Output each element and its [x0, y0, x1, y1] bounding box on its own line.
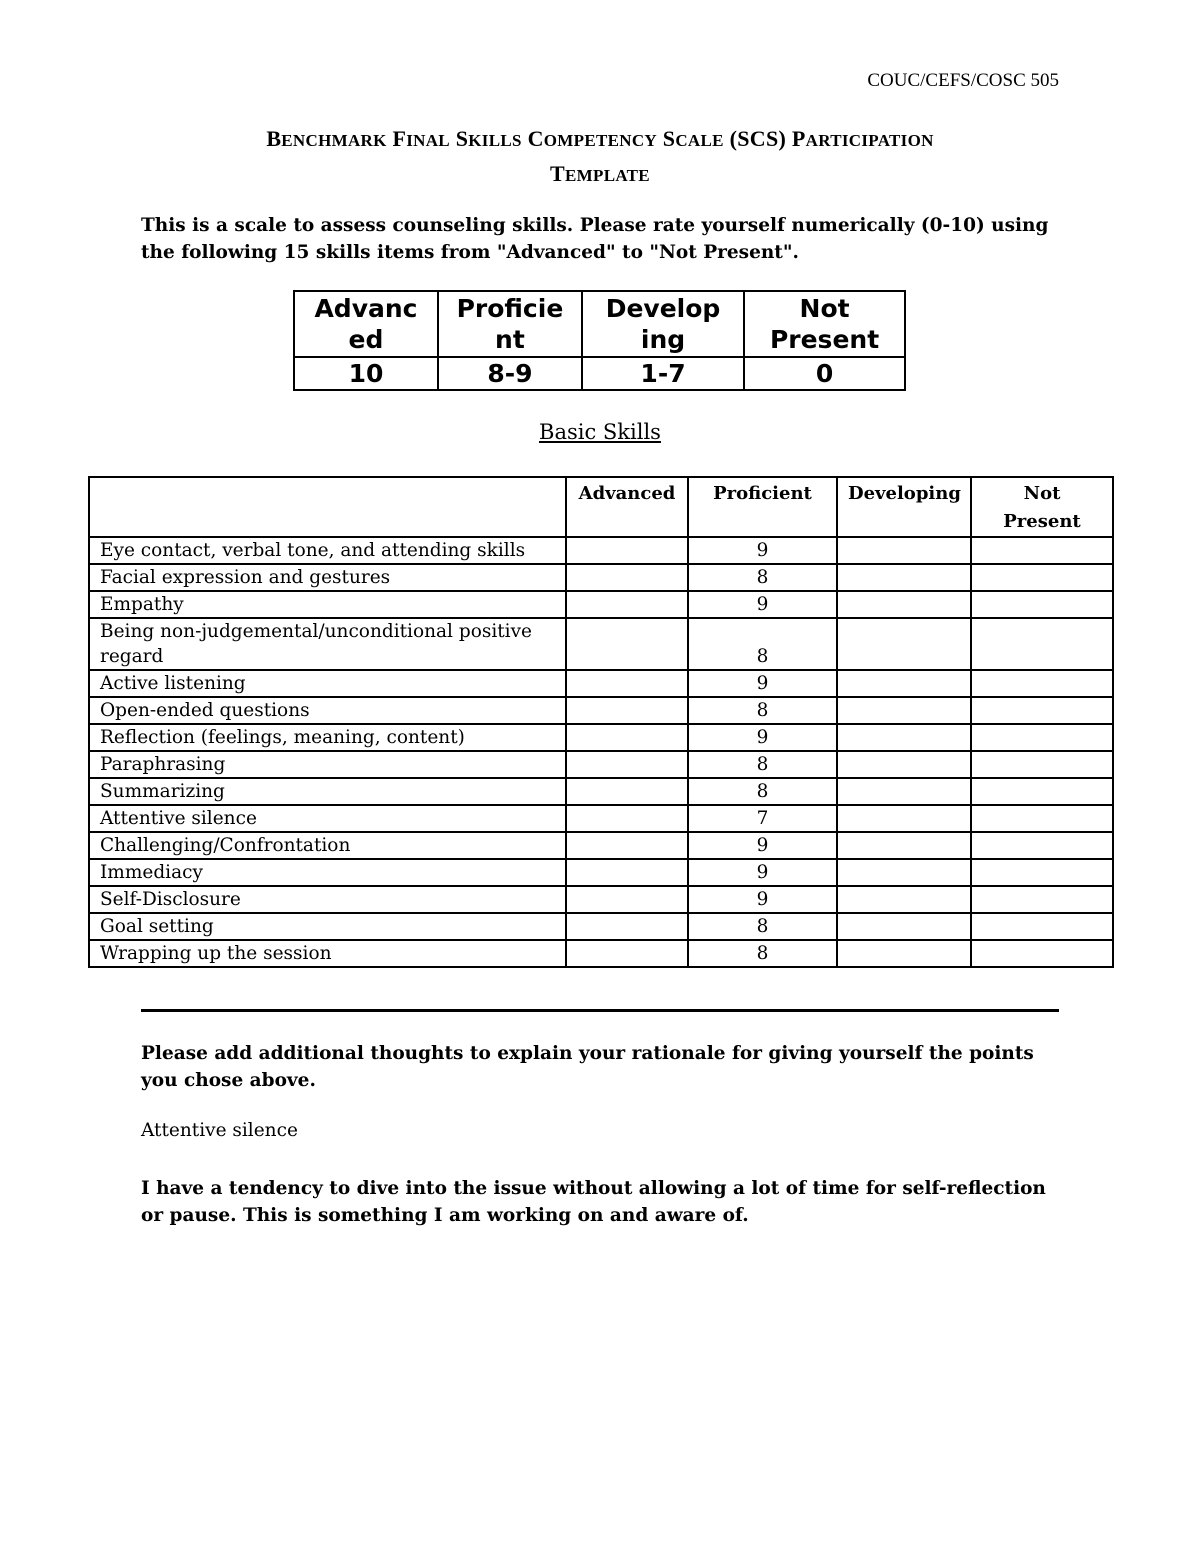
- table-row: [89, 913, 1113, 940]
- rating-cell-not-present: [971, 697, 1113, 724]
- rating-scale-table: [293, 290, 906, 391]
- skill-name-cell: Empathy: [89, 591, 566, 618]
- rating-cell-not-present: [971, 832, 1113, 859]
- column-header: Developing: [837, 477, 971, 537]
- rating-cell-not-present: [971, 805, 1113, 832]
- skill-name-cell: Immediacy: [89, 859, 566, 886]
- rating-cell-proficient: 9: [688, 537, 837, 564]
- rating-cell-advanced: [566, 940, 688, 967]
- rating-cell-developing: [837, 832, 971, 859]
- table-row: [89, 591, 1113, 618]
- rating-cell-developing: [837, 670, 971, 697]
- rating-cell-advanced: [566, 618, 688, 670]
- rating-cell-advanced: [566, 537, 688, 564]
- rating-cell-advanced: [566, 805, 688, 832]
- rating-cell-advanced: [566, 859, 688, 886]
- rating-cell-proficient: 8: [688, 564, 837, 591]
- rating-cell-not-present: [971, 670, 1113, 697]
- skill-name-cell: Summarizing: [89, 778, 566, 805]
- title-word: (SCS): [729, 126, 787, 151]
- rating-cell-proficient: 9: [688, 591, 837, 618]
- rating-cell-developing: [837, 564, 971, 591]
- column-header: [89, 477, 566, 537]
- rating-cell-proficient: 9: [688, 670, 837, 697]
- rating-cell-developing: [837, 859, 971, 886]
- rating-cell-advanced: [566, 886, 688, 913]
- rating-cell-developing: [837, 724, 971, 751]
- column-header: Not Present: [971, 477, 1113, 537]
- title-word: FINAL: [392, 126, 450, 151]
- title-word: BENCHMARK: [266, 126, 387, 151]
- title-word: SKILLS: [455, 126, 522, 151]
- rationale-text: I have a tendency to dive into the issue without allowing a lot of time for self-reflection or pause. This is something I am working on and aware of.: [141, 1178, 1046, 1226]
- scale-header: Develop ing: [582, 291, 744, 357]
- rating-cell-advanced: [566, 778, 688, 805]
- scale-value: 1-7: [582, 357, 744, 390]
- skills-table: [88, 476, 1114, 968]
- rating-cell-not-present: [971, 859, 1113, 886]
- skill-name-cell: Goal setting: [89, 913, 566, 940]
- table-row: [89, 537, 1113, 564]
- skill-name-cell: Facial expression and gestures: [89, 564, 566, 591]
- rating-cell-not-present: [971, 564, 1113, 591]
- rating-cell-not-present: [971, 751, 1113, 778]
- rating-cell-advanced: [566, 591, 688, 618]
- divider: [141, 1009, 1059, 1012]
- rating-cell-not-present: [971, 591, 1113, 618]
- rating-cell-not-present: [971, 537, 1113, 564]
- title-word: TEMPLATE: [550, 161, 650, 186]
- column-header: Proficient: [688, 477, 837, 537]
- rating-cell-proficient: 8: [688, 697, 837, 724]
- rating-cell-proficient: 9: [688, 886, 837, 913]
- rating-cell-advanced: [566, 724, 688, 751]
- table-row: [89, 670, 1113, 697]
- title-word: PARTICIPATION: [791, 126, 934, 151]
- scale-header: Not Present: [744, 291, 905, 357]
- rating-cell-not-present: [971, 886, 1113, 913]
- rating-cell-developing: [837, 913, 971, 940]
- title-word: COMPETENCY: [527, 126, 657, 151]
- skill-name-cell: Challenging/Confrontation: [89, 832, 566, 859]
- rating-cell-not-present: [971, 618, 1113, 670]
- rating-cell-not-present: [971, 724, 1113, 751]
- course-code: COUC/CEFS/COSC 505: [867, 70, 1059, 91]
- rating-cell-proficient: 8: [688, 618, 837, 670]
- skill-name-cell: Paraphrasing: [89, 751, 566, 778]
- rationale-skill: Attentive silence: [141, 1120, 298, 1141]
- table-row: [89, 724, 1113, 751]
- rationale-prompt: Please add additional thoughts to explain your rationale for giving yourself the points you chose above.: [141, 1043, 1034, 1091]
- rating-cell-proficient: 8: [688, 778, 837, 805]
- table-row: [89, 697, 1113, 724]
- column-header: Advanced: [566, 477, 688, 537]
- rating-cell-proficient: 8: [688, 940, 837, 967]
- table-row: [89, 886, 1113, 913]
- intro-text: This is a scale to assess counseling skills. Please rate yourself numerically (0-10) using the following 15 skills items from "Advanced" to "Not Present".: [141, 215, 1049, 263]
- rating-cell-developing: [837, 537, 971, 564]
- skill-name-cell: Attentive silence: [89, 805, 566, 832]
- table-row: [89, 564, 1113, 591]
- scale-value: 10: [294, 357, 438, 390]
- rating-cell-advanced: [566, 913, 688, 940]
- skill-name-cell: Eye contact, verbal tone, and attending skills: [89, 537, 566, 564]
- section-title: Basic Skills: [539, 420, 661, 444]
- rating-cell-not-present: [971, 778, 1113, 805]
- scale-value: 8-9: [438, 357, 582, 390]
- table-row: [89, 805, 1113, 832]
- scale-header: Proficie nt: [438, 291, 582, 357]
- rating-cell-developing: [837, 940, 971, 967]
- table-row: [89, 751, 1113, 778]
- rating-cell-developing: [837, 751, 971, 778]
- rating-cell-proficient: 8: [688, 913, 837, 940]
- title-word: SCALE: [662, 126, 724, 151]
- skill-name-cell: Self-Disclosure: [89, 886, 566, 913]
- table-row: [89, 778, 1113, 805]
- scale-value: 0: [744, 357, 905, 390]
- rating-cell-proficient: 9: [688, 832, 837, 859]
- rating-cell-not-present: [971, 940, 1113, 967]
- rating-cell-developing: [837, 778, 971, 805]
- rating-cell-advanced: [566, 670, 688, 697]
- table-row: [89, 618, 1113, 670]
- rating-cell-developing: [837, 886, 971, 913]
- skill-name-cell: Wrapping up the session: [89, 940, 566, 967]
- rating-cell-proficient: 9: [688, 724, 837, 751]
- rating-cell-advanced: [566, 832, 688, 859]
- skill-name-cell: Reflection (feelings, meaning, content): [89, 724, 566, 751]
- skill-name-cell: Active listening: [89, 670, 566, 697]
- rating-cell-proficient: 9: [688, 859, 837, 886]
- table-row: [89, 940, 1113, 967]
- rating-cell-advanced: [566, 564, 688, 591]
- rating-cell-advanced: [566, 751, 688, 778]
- table-row: [89, 859, 1113, 886]
- rating-cell-proficient: 7: [688, 805, 837, 832]
- rating-cell-developing: [837, 618, 971, 670]
- skill-name-cell: Being non-judgemental/unconditional positive regard: [89, 618, 566, 670]
- rating-cell-not-present: [971, 913, 1113, 940]
- rating-cell-developing: [837, 697, 971, 724]
- rating-cell-developing: [837, 805, 971, 832]
- skill-name-cell: Open-ended questions: [89, 697, 566, 724]
- rating-cell-proficient: 8: [688, 751, 837, 778]
- page-title: [141, 122, 1059, 192]
- rating-cell-advanced: [566, 697, 688, 724]
- table-row: [89, 832, 1113, 859]
- rating-cell-developing: [837, 591, 971, 618]
- scale-header: Advanc ed: [294, 291, 438, 357]
